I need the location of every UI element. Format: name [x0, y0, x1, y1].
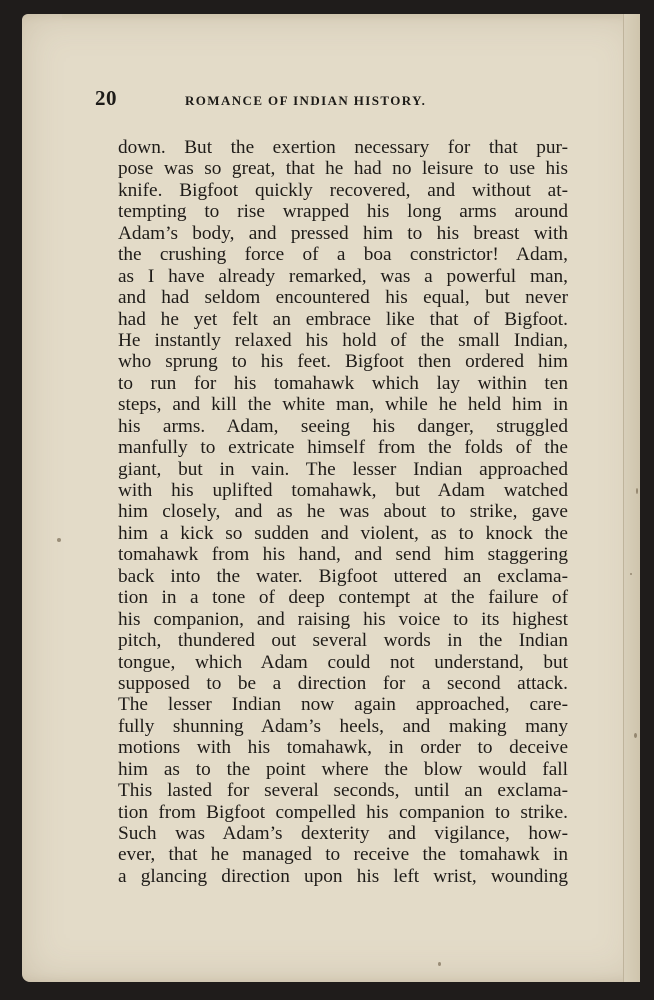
- text-line: his companion, and raising his voice to its highest: [118, 608, 568, 630]
- text-line: with his uplifted tomahawk, but Adam watched: [118, 480, 568, 501]
- paper-speck: [634, 733, 637, 738]
- body-text: [118, 137, 568, 887]
- text-line: tempting to rise wrapped his long arms around: [118, 201, 568, 223]
- paper-speck: [438, 962, 441, 966]
- text-line: him as to the point where the blow would fall: [118, 758, 568, 780]
- running-head: [95, 86, 555, 111]
- page-spine-edge: [623, 14, 640, 982]
- text-line: supposed to be a direction for a second attack.: [118, 672, 568, 694]
- paper-speck: [636, 488, 638, 494]
- text-line: fully shunning Adam’s heels, and making many: [118, 715, 568, 737]
- text-line: pitch, thundered out several words in the Indian: [118, 630, 568, 652]
- text-line: as I have already remarked, was a powerful man,: [118, 265, 568, 287]
- text-line: The lesser Indian now again approached, care-: [118, 694, 568, 716]
- text-line: down. But the exertion necessary for that pur-: [118, 137, 568, 158]
- text-line: Such was Adam’s dexterity and vigilance, how-: [118, 823, 568, 844]
- running-title: ROMANCE OF INDIAN HISTORY.: [185, 93, 427, 108]
- text-line: tongue, which Adam could not understand, but: [118, 651, 568, 673]
- text-line: tion from Bigfoot compelled his companion to strike.: [118, 801, 568, 823]
- text-line: This lasted for several seconds, until an exclama-: [118, 780, 568, 802]
- text-line: had he yet felt an embrace like that of Bigfoot.: [118, 308, 568, 330]
- text-line: steps, and kill the white man, while he held him in: [118, 394, 568, 416]
- text-line: a glancing direction upon his left wrist, wounding: [118, 865, 568, 887]
- text-line: giant, but in vain. The lesser Indian approached: [118, 458, 568, 480]
- text-line: the crushing force of a boa constrictor! Adam,: [118, 244, 568, 266]
- paper-speck: [630, 573, 632, 575]
- text-line: Adam’s body, and pressed him to his breast with: [118, 222, 568, 244]
- text-line: him closely, and as he was about to strike, gave: [118, 501, 568, 523]
- text-line: and had seldom encountered his equal, but never: [118, 287, 568, 309]
- text-line: to run for his tomahawk which lay within ten: [118, 372, 568, 394]
- text-line: tion in a tone of deep contempt at the failure of: [118, 587, 568, 609]
- text-line: back into the water. Bigfoot uttered an exclama-: [118, 565, 568, 587]
- text-line: pose was so great, that he had no leisure to use his: [118, 158, 568, 180]
- page-top-edge: [62, 14, 622, 20]
- text-line: his arms. Adam, seeing his danger, struggled: [118, 415, 568, 437]
- text-line: manfully to extricate himself from the folds of the: [118, 437, 568, 459]
- text-line: knife. Bigfoot quickly recovered, and without at-: [118, 179, 568, 201]
- text-line: ever, that he managed to receive the tomahawk in: [118, 844, 568, 866]
- text-line: motions with his tomahawk, in order to deceive: [118, 737, 568, 759]
- text-line: him a kick so sudden and violent, as to knock the: [118, 522, 568, 544]
- text-line: who sprung to his feet. Bigfoot then ordered him: [118, 351, 568, 373]
- text-line: tomahawk from his hand, and send him staggering: [118, 544, 568, 566]
- text-line: He instantly relaxed his hold of the small Indian,: [118, 329, 568, 351]
- page-number: 20: [95, 86, 117, 110]
- paper-speck: [57, 538, 61, 542]
